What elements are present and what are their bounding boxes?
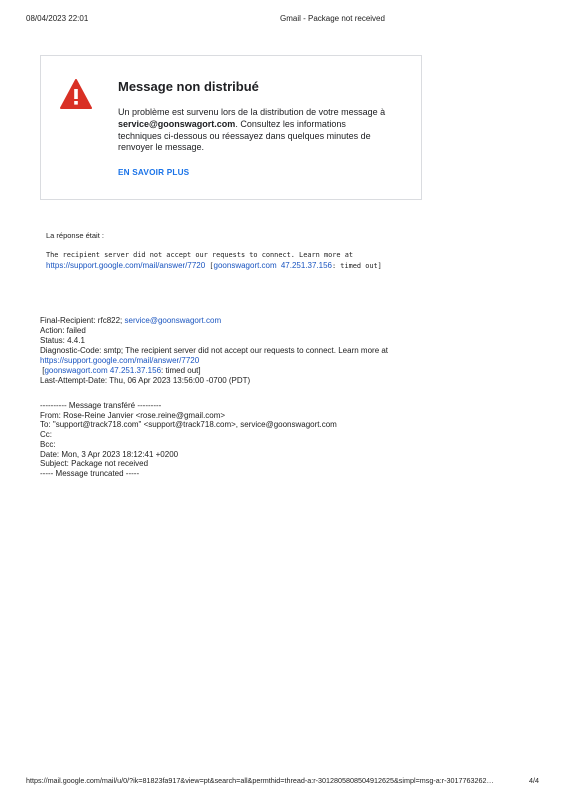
response-label: La réponse était : (46, 231, 104, 240)
forwarded-separator: ---------- Message transféré --------- (40, 401, 162, 410)
forwarded-message (40, 401, 510, 479)
response-text (46, 250, 506, 271)
card-message (118, 107, 386, 154)
final-recipient-email-link[interactable]: service@goonswagort.com (124, 316, 222, 325)
response-suffix: : timed out] (332, 261, 382, 270)
final-recipient-line (40, 316, 510, 326)
forwarded-bcc: Bcc: (40, 439, 56, 449)
card-body-suffix: . Consultez les informations techniques ci-dessous ou réessayez dans quelques minutes de renvoyer le message. (118, 118, 371, 153)
response-help-link[interactable]: https://support.google.com/mail/answer/7720 (46, 260, 206, 270)
forwarded-from: From: Rose-Reine Janvier <rose.reine@gmail.com> (40, 410, 226, 420)
action-line: Action: failed (40, 326, 86, 335)
card-title: Message non distribué (118, 79, 259, 94)
diagnostic-bracket: [ (42, 366, 45, 375)
print-url: https://mail.google.com/mail/u/0/?ik=81823fa917&view=pt&search=all&permthid=thread-a:r-3012805808504912625&simpl=msg-a:r-3017763262… (26, 776, 494, 785)
diagnostic-line (40, 346, 510, 366)
diagnostic-host-link[interactable]: goonswagort.com (44, 366, 108, 375)
diagnostic-host-line (40, 366, 510, 376)
page-number: 4/4 (529, 776, 539, 785)
warning-triangle-icon (60, 79, 92, 109)
forwarded-cc: Cc: (40, 430, 52, 440)
delivery-failure-card (40, 55, 422, 200)
delivery-status-details (40, 316, 510, 386)
print-date: 08/04/2023 22:01 (26, 14, 89, 23)
diagnostic-ip-link[interactable]: 47.251.37.156 (109, 366, 162, 375)
response-ip-link[interactable]: 47.251.37.156 (280, 260, 332, 270)
final-recipient-label: Final-Recipient: rfc822; (40, 316, 123, 325)
diagnostic-suffix: : timed out] (161, 366, 201, 375)
card-body-prefix: Un problème est survenu lors de la distribution de votre message à (118, 107, 386, 117)
diagnostic-help-link[interactable]: https://support.google.com/mail/answer/7720 (40, 356, 200, 365)
response-message: The recipient server did not accept our requests to connect. Learn more at (46, 251, 353, 259)
forwarded-to: To: "support@track718.com" <support@track718.com>, service@goonswagort.com (40, 420, 337, 430)
status-line: Status: 4.4.1 (40, 336, 85, 345)
forwarded-subject: Subject: Package not received (40, 459, 149, 469)
print-title: Gmail - Package not received (280, 14, 385, 23)
forwarded-truncated: ----- Message truncated ----- (40, 468, 140, 478)
recipient-email: service@goonswagort.com (118, 118, 236, 129)
learn-more-link[interactable]: EN SAVOIR PLUS (118, 168, 190, 177)
last-attempt-line: Last-Attempt-Date: Thu, 06 Apr 2023 13:56:00 -0700 (PDT) (40, 376, 251, 385)
forwarded-date: Date: Mon, 3 Apr 2023 18:12:41 +0200 (40, 449, 179, 459)
diagnostic-text: Diagnostic-Code: smtp; The recipient server did not accept our requests to connect. Learn more at (40, 346, 389, 355)
response-host-link[interactable]: goonswagort.com (213, 260, 277, 270)
response-bracket: [ (209, 261, 214, 270)
